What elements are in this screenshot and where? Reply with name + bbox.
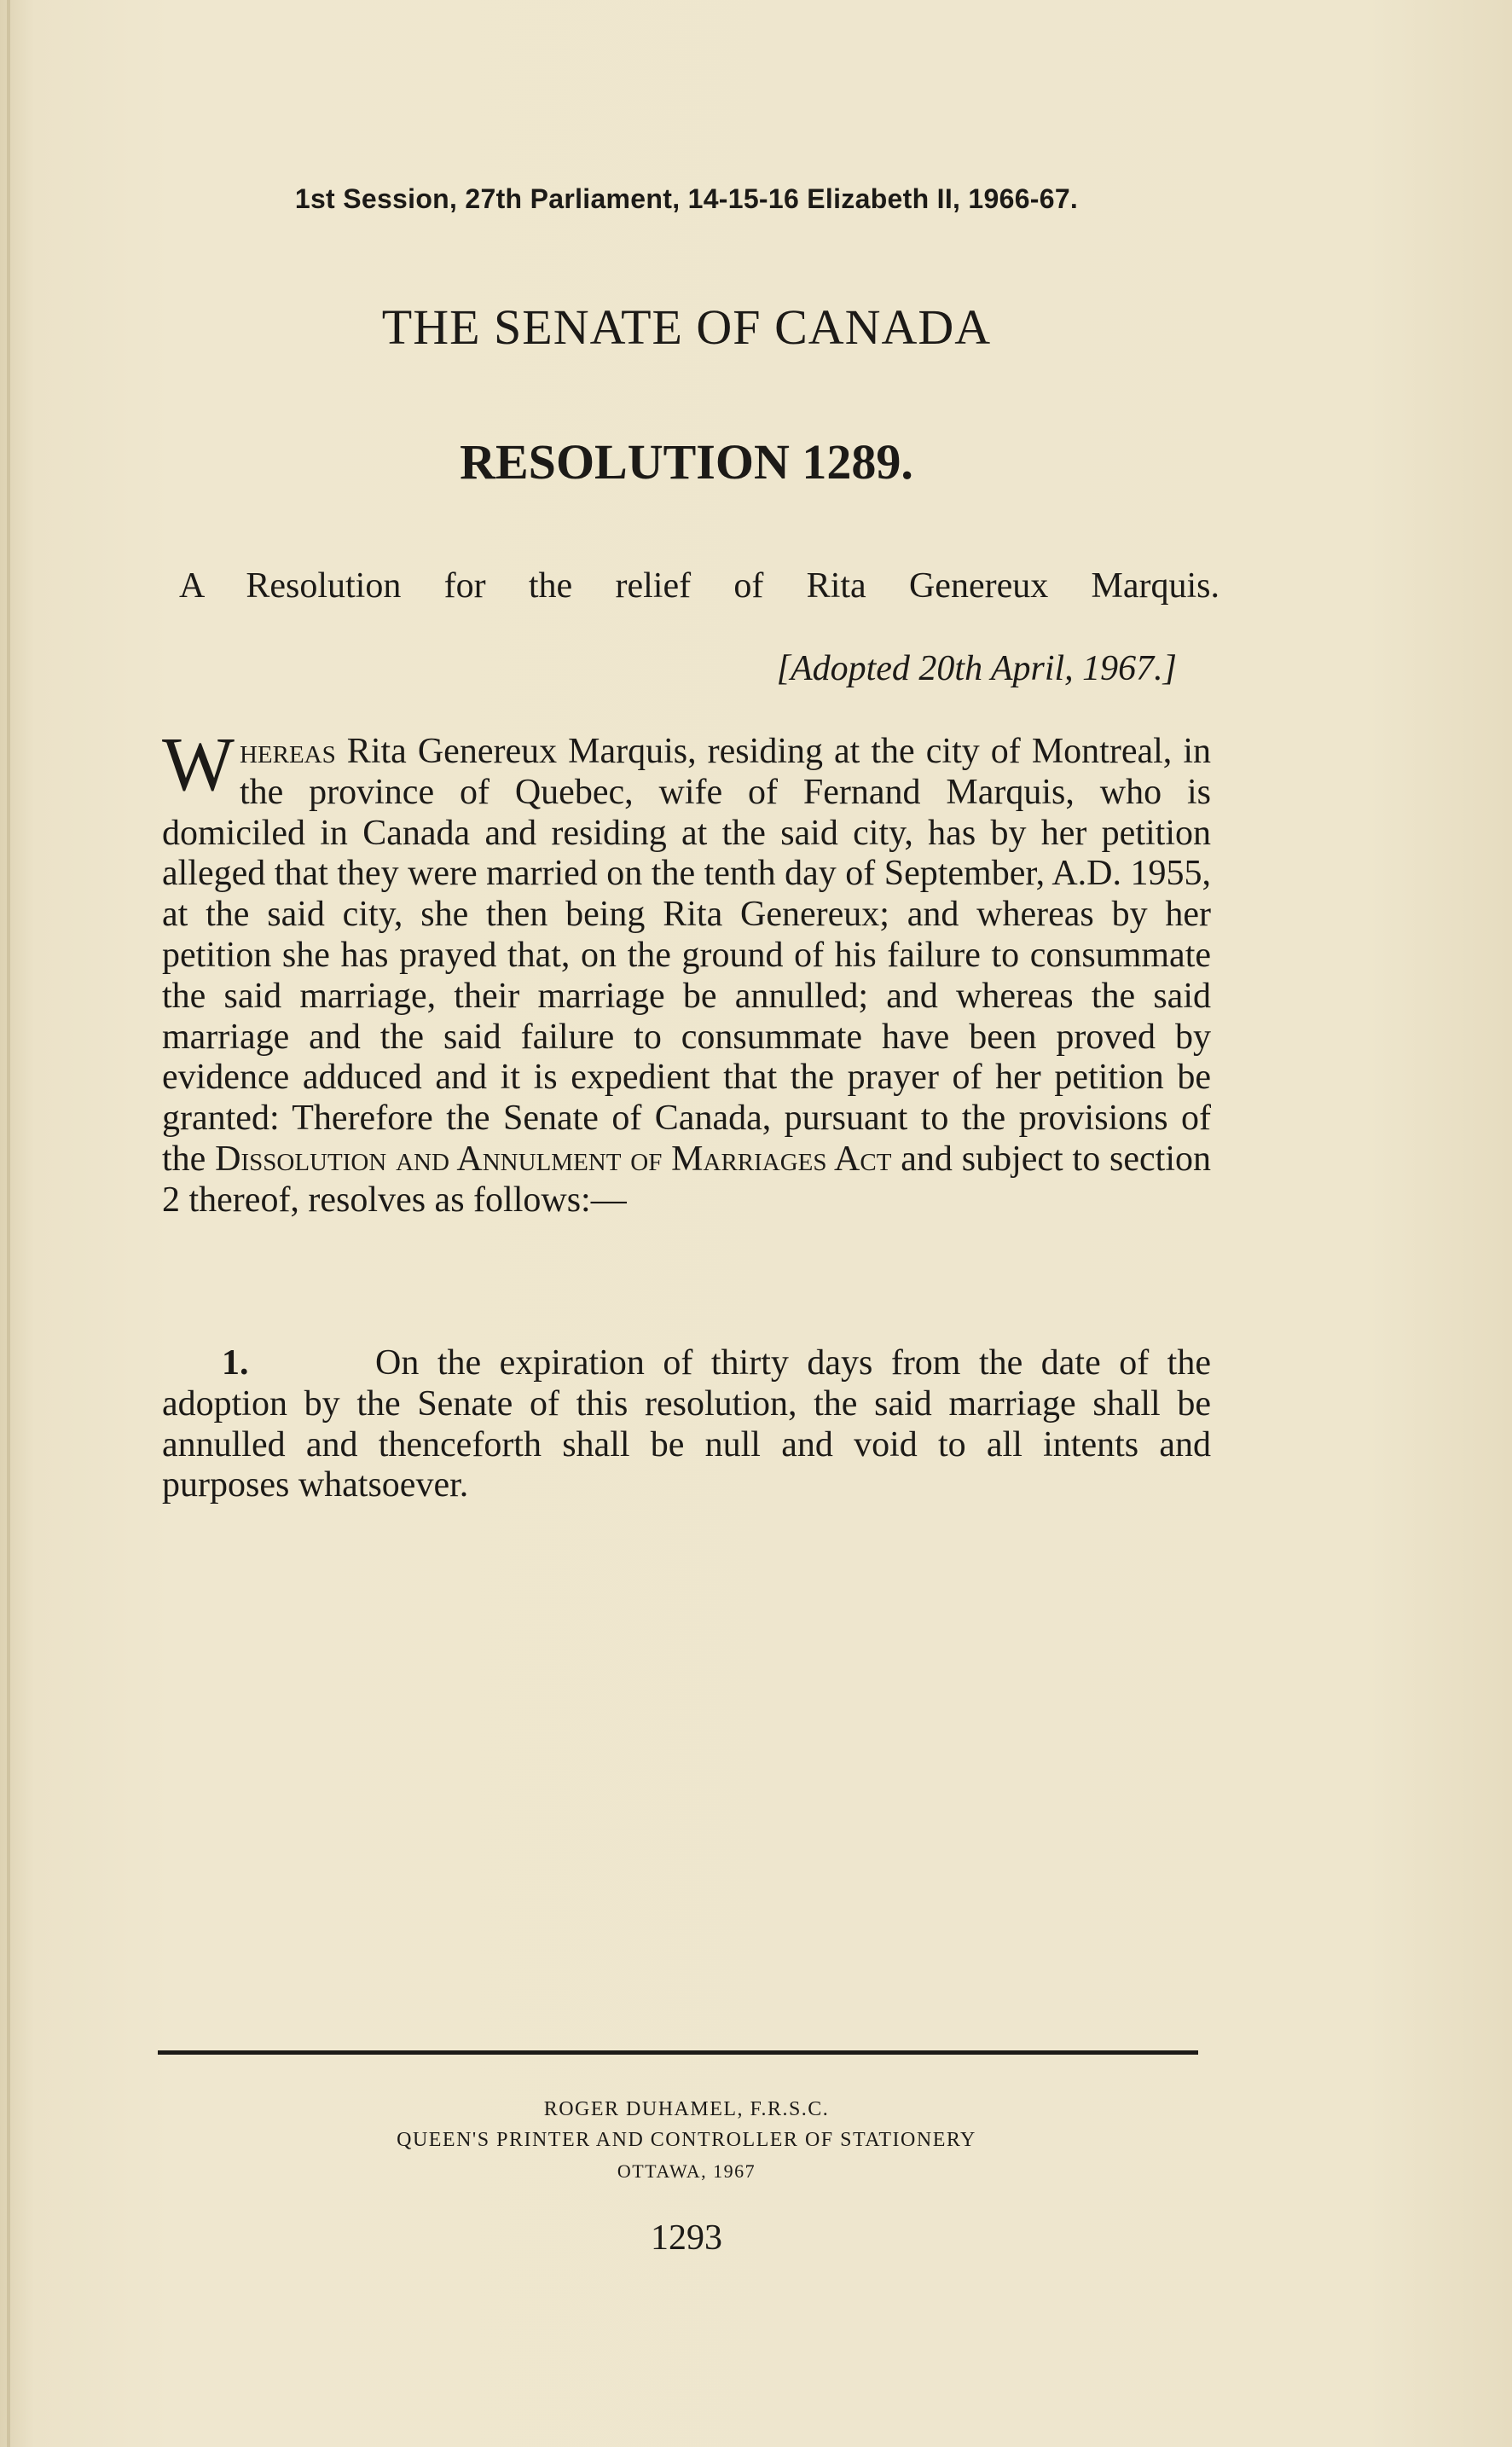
- resolution-title: RESOLUTION 1289.: [460, 434, 913, 490]
- preamble-paragraph: [162, 722, 1211, 1221]
- printer-title: QUEEN'S PRINTER AND CONTROLLER OF STATIONERY: [397, 2129, 976, 2151]
- session-header: 1st Session, 27th Parliament, 14-15-16 Elizabeth II, 1966-67.: [294, 183, 1079, 214]
- drop-cap: W: [162, 722, 235, 807]
- preamble-text-1: Rita Genereux Marquis, residing at the city of Montreal, in the province of Quebec, wife of Fernand Marquis, who is domiciled in Canada and residing at the said city, has by her petition alleged that they were married on the tenth day of September, A.D. 1955, at the said city, she then being Rita Genereux; and whereas by her petition she has prayed that, on the ground of his failure to consummate the said marriage, their marriage be annulled; and whereas the said marriage and the said failure to consummate have been proved by evidence adduced and it is expedient that the prayer of her petition be granted: Therefore the Senate of Canada, pursuant to the provisions of the: [162, 732, 1211, 1179]
- senate-title: THE SENATE OF CANADA: [381, 299, 992, 355]
- adopted-date: [Adopted 20th April, 1967.]: [776, 649, 1177, 688]
- page-spine-edge: [7, 0, 10, 2447]
- act-name: Dissolution and Annulment of Marriages Act: [215, 1139, 892, 1179]
- printer-city: OTTAWA, 1967: [617, 2160, 756, 2182]
- footer-rule: [158, 2050, 1198, 2055]
- preamble-lead-word: hereas: [239, 732, 336, 771]
- resolution-subtitle: A Resolution for the relief of Rita Genereux Marquis.: [179, 566, 1219, 606]
- section-1: [162, 1343, 1211, 1506]
- printer-name: ROGER DUHAMEL, F.R.S.C.: [543, 2098, 830, 2120]
- page-number: 1293: [651, 2218, 722, 2258]
- section-number: 1.: [222, 1343, 249, 1383]
- preamble-text-2: and subject to section 2 thereof, resolves as follows:—: [162, 1139, 1211, 1220]
- section-text: On the expiration of thirty days from the date of the adoption by the Senate of this resolution, the said marriage shall be annulled and thenceforth shall be null and void to all intents and purposes whatsoever.: [162, 1343, 1211, 1505]
